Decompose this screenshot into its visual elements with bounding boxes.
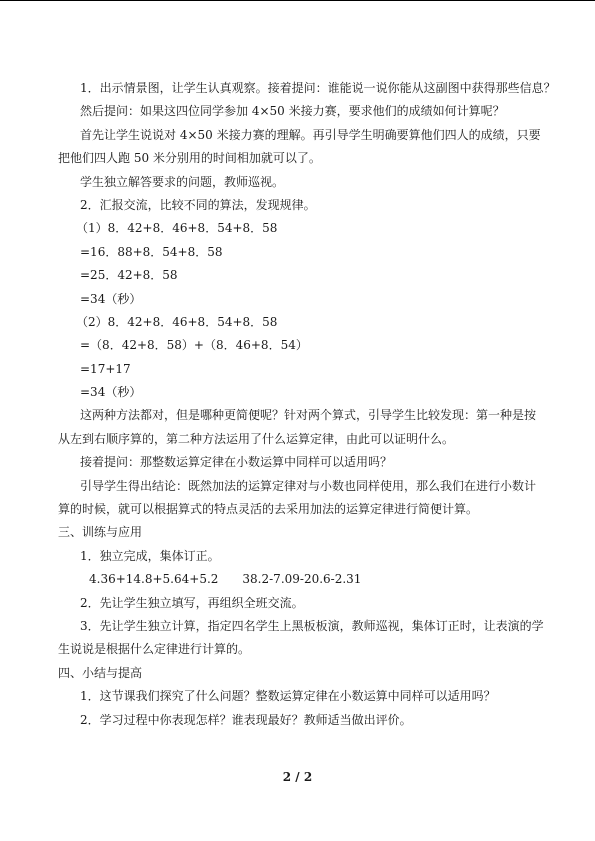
paragraph-relay-understanding: 首先让学生说说对 4×50 米接力赛的理解。再引导学生明确要算他们四人的成绩，只要 <box>80 127 541 142</box>
calc-method-1-line-3: =25．42+8．58 <box>80 268 178 283</box>
summary-item-1: 1．这节课我们探究了什么问题？整数运算定律在小数运算中同样可以适用吗？ <box>80 689 496 704</box>
paragraph-conclusion-cont: 算的时候，就可以根据算式的特点灵活的去采用加法的运算定律进行简便计算。 <box>58 502 479 517</box>
paragraph-independent-solve: 学生独立解答要求的问题，教师巡视。 <box>80 174 285 189</box>
paragraph-question: 然后提问：如果这四位同学参加 4×50 米接力赛，要求他们的成绩如何计算呢？ <box>80 104 505 119</box>
document-body <box>58 77 558 732</box>
top-border-line <box>0 0 595 1</box>
practice-item-3-cont: 生说说是根据什么定律进行计算的。 <box>58 642 251 657</box>
paragraph-step-1: 1．出示情景图，让学生认真观察。接着提问：谁能说一说你能从这副图中获得那些信息？ <box>80 81 556 95</box>
calc-method-2-line-2: =（8．42+8．58）+（8．46+8．54） <box>80 338 308 353</box>
calc-method-2-result: =34（秒） <box>80 385 142 400</box>
section-heading-summary: 四、小结与提高 <box>58 665 143 680</box>
paragraph-step-2: 2．汇报交流，比较不同的算法，发现规律。 <box>80 197 316 212</box>
calc-method-1-line-2: =16．88+8．54+8．58 <box>80 244 223 259</box>
calc-method-2-line-3: =17+17 <box>80 361 131 376</box>
practice-expressions: 4.36+14.8+5.64+5.2 38.2-7.09-20.6-2.31 <box>89 572 362 587</box>
paragraph-relay-understanding-cont: 把他们四人跑 50 米分别用的时间相加就可以了。 <box>58 151 321 166</box>
practice-item-2: 2．先让学生独立填写，再组织全班交流。 <box>80 595 304 610</box>
paragraph-comparison: 这两种方法都对，但是哪种更简便呢？针对两个算式，引导学生比较发现：第一种是按 <box>80 408 537 423</box>
calc-method-1-line-1: （1）8．42+8．46+8．54+8．58 <box>76 221 278 236</box>
section-heading-practice: 三、训练与应用 <box>58 525 143 540</box>
paragraph-follow-up-question: 接着提问：那整数运算定律在小数运算中同样可以适用吗？ <box>80 455 393 470</box>
calc-method-2-line-1: （2）8．42+8．46+8．54+8．58 <box>76 314 278 329</box>
practice-item-3: 3．先让学生独立计算，指定四名学生上黑板板演，教师巡视，集体订正时，让表演的学 <box>80 618 544 633</box>
practice-item-1: 1．独立完成，集体订正。 <box>80 548 220 563</box>
paragraph-comparison-cont: 从左到右顺序算的，第二种方法运用了什么运算定律，由此可以证明什么。 <box>58 431 455 446</box>
summary-item-2: 2．学习过程中你表现怎样？谁表现最好？教师适当做出评价。 <box>80 712 412 727</box>
page-number: 2 / 2 <box>282 770 313 784</box>
calc-method-1-result: =34（秒） <box>80 291 142 306</box>
paragraph-conclusion: 引导学生得出结论：既然加法的运算定律对与小数也同样使用，那么我们在进行小数计 <box>80 478 537 493</box>
